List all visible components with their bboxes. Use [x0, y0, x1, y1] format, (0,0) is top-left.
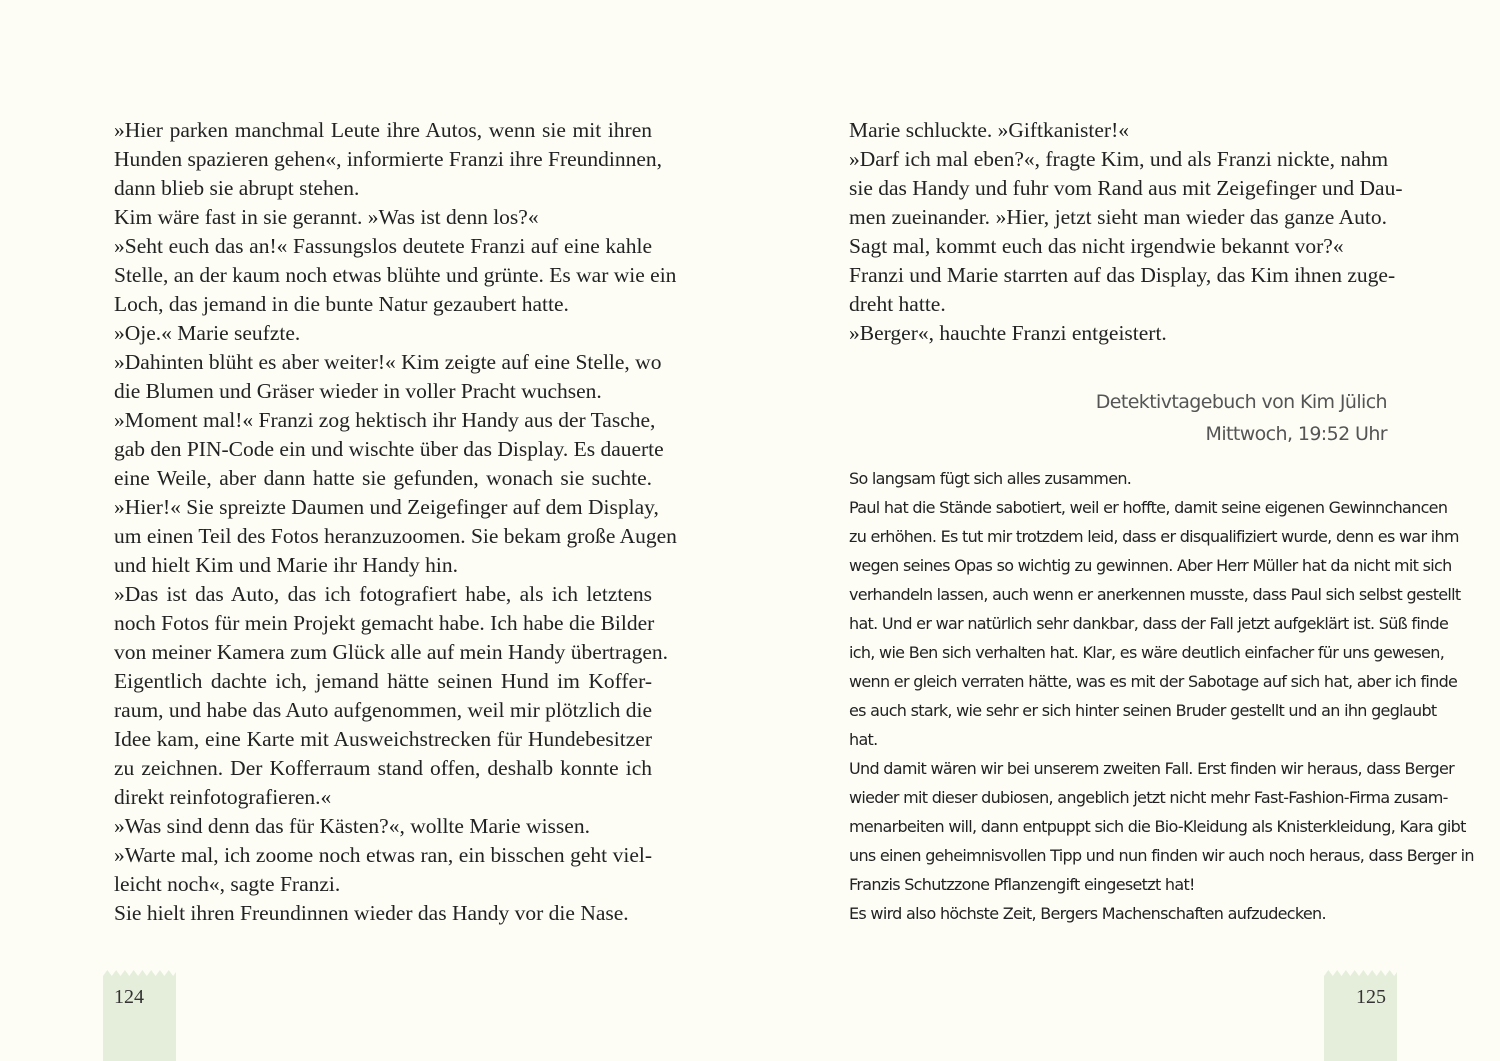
text-line: verhandeln lassen, auch wenn er anerkennen musste, dass Paul sich selbst gestellt [849, 585, 1461, 604]
text-line: »Moment mal!« Franzi zog hektisch ihr Handy aus der Tasche, [114, 408, 656, 432]
text-line: Paul hat die Stände sabotiert, weil er hoffte, damit seine eigenen Gewinnchancen [849, 498, 1448, 517]
text-line: »Darf ich mal eben?«, fragte Kim, und als Franzi nickte, nahm [849, 147, 1389, 171]
text-line: gab den PIN-Code ein und wischte über das Display. Es dauerte [114, 437, 664, 461]
diary-date: Mittwoch, 19:52 Uhr [1205, 423, 1387, 445]
text-line: leicht noch«, sagte Franzi. [114, 872, 341, 896]
text-line: dreht hatte. [849, 292, 946, 316]
text-line: Sie hielt ihren Freundinnen wieder das Handy vor die Nase. [114, 901, 629, 925]
story-text-right [849, 116, 1403, 348]
page-tab-right [1324, 970, 1397, 1061]
diary-heading [849, 386, 1387, 450]
text-line: wegen seines Opas so wichtig zu gewinnen. Aber Herr Müller hat da nicht mit sich [849, 556, 1452, 575]
text-line: uns einen geheimnisvollen Tipp und nun finden wir auch noch heraus, dass Berger in [849, 846, 1474, 865]
text-line: ich, wie Ben sich verhalten hat. Klar, es wäre deutlich einfacher für uns gewesen, [849, 643, 1445, 662]
story-text-left [114, 116, 677, 928]
page-number-right: 125 [1356, 986, 1386, 1008]
text-line: wenn er gleich verraten hätte, was es mit der Sabotage auf sich hat, aber ich finde [849, 672, 1458, 691]
text-line: So langsam fügt sich alles zusammen. [849, 469, 1132, 488]
text-line: Franzi und Marie starrten auf das Display, das Kim ihnen zuge- [849, 263, 1396, 287]
text-line: »Seht euch das an!« Fassungslos deutete Franzi auf eine kahle [114, 234, 652, 258]
text-line: noch Fotos für mein Projekt gemacht habe. Ich habe die Bilder [114, 611, 655, 635]
text-line: um einen Teil des Fotos heranzuzoomen. Sie bekam große Augen [114, 524, 677, 548]
text-line: hat. [849, 730, 878, 749]
text-line: zu erhöhen. Es tut mir trotzdem leid, dass er disqualifiziert wurde, denn es war ihm [849, 527, 1459, 546]
text-line: »Dahinten blüht es aber weiter!« Kim zeigte auf eine Stelle, wo [114, 350, 662, 374]
text-line: Es wird also höchste Zeit, Bergers Machenschaften aufzudecken. [849, 904, 1326, 923]
text-line: Idee kam, eine Karte mit Ausweichstrecken für Hundebesitzer [114, 727, 652, 751]
text-line: Loch, das jemand in die bunte Natur gezaubert hatte. [114, 292, 569, 316]
text-line: »Hier parken manchmal Leute ihre Autos, wenn sie mit ihren [114, 118, 652, 142]
text-line: Eigentlich dachte ich, jemand hätte seinen Hund im Koffer- [114, 669, 652, 693]
text-line: wieder mit dieser dubiosen, angeblich jetzt nicht mehr Fast-Fashion-Firma zusam- [849, 788, 1448, 807]
text-line: »Berger«, hauchte Franzi entgeistert. [849, 321, 1167, 345]
text-line: Marie schluckte. »Giftkanister!« [849, 118, 1130, 142]
text-line: menarbeiten will, dann entpuppt sich die Bio-Kleidung als Knisterkleidung, Kara gibt [849, 817, 1466, 836]
diary-entry [849, 464, 1474, 928]
text-line: men zueinander. »Hier, jetzt sieht man wieder das ganze Auto. [849, 205, 1387, 229]
text-line: und hielt Kim und Marie ihr Handy hin. [114, 553, 458, 577]
text-line: »Warte mal, ich zoome noch etwas ran, ein bisschen geht viel- [114, 843, 652, 867]
text-line: hat. Und er war natürlich sehr dankbar, dass der Fall jetzt aufgeklärt ist. Süß finde [849, 614, 1449, 633]
text-line: die Blumen und Gräser wieder in voller Pracht wuchsen. [114, 379, 602, 403]
text-line: »Oje.« Marie seufzte. [114, 321, 301, 345]
page-number-left: 124 [114, 986, 144, 1008]
text-line: »Was sind denn das für Kästen?«, wollte Marie wissen. [114, 814, 590, 838]
text-line: »Hier!« Sie spreizte Daumen und Zeigefinger auf dem Display, [114, 495, 659, 519]
text-line: eine Weile, aber dann hatte sie gefunden, wonach sie suchte. [114, 466, 652, 490]
text-line: raum, und habe das Auto aufgenommen, weil mir plötzlich die [114, 698, 652, 722]
text-line: sie das Handy und fuhr vom Rand aus mit Zeigefinger und Dau- [849, 176, 1403, 200]
right-page [750, 0, 1500, 1061]
text-line: zu zeichnen. Der Kofferraum stand offen, deshalb konnte ich [114, 756, 652, 780]
text-line: direkt reinfotografieren.« [114, 785, 332, 809]
text-line: Kim wäre fast in sie gerannt. »Was ist denn los?« [114, 205, 539, 229]
text-line: Hunden spazieren gehen«, informierte Franzi ihre Freundinnen, [114, 147, 663, 171]
text-line: Stelle, an der kaum noch etwas blühte und grünte. Es war wie ein [114, 263, 677, 287]
text-line: Franzis Schutzzone Pflanzengift eingesetzt hat! [849, 875, 1195, 894]
text-line: dann blieb sie abrupt stehen. [114, 176, 360, 200]
page-tab-left [103, 970, 176, 1061]
text-line: Sagt mal, kommt euch das nicht irgendwie bekannt vor?« [849, 234, 1344, 258]
text-line: von meiner Kamera zum Glück alle auf mein Handy übertragen. [114, 640, 669, 664]
diary-title: Detektivtagebuch von Kim Jülich [1095, 391, 1387, 413]
text-line: es auch stark, wie sehr er sich hinter seinen Bruder gestellt und an ihn geglaubt [849, 701, 1437, 720]
text-line: »Das ist das Auto, das ich fotografiert habe, als ich letztens [114, 582, 652, 606]
text-line: Und damit wären wir bei unserem zweiten Fall. Erst finden wir heraus, dass Berger [849, 759, 1455, 778]
